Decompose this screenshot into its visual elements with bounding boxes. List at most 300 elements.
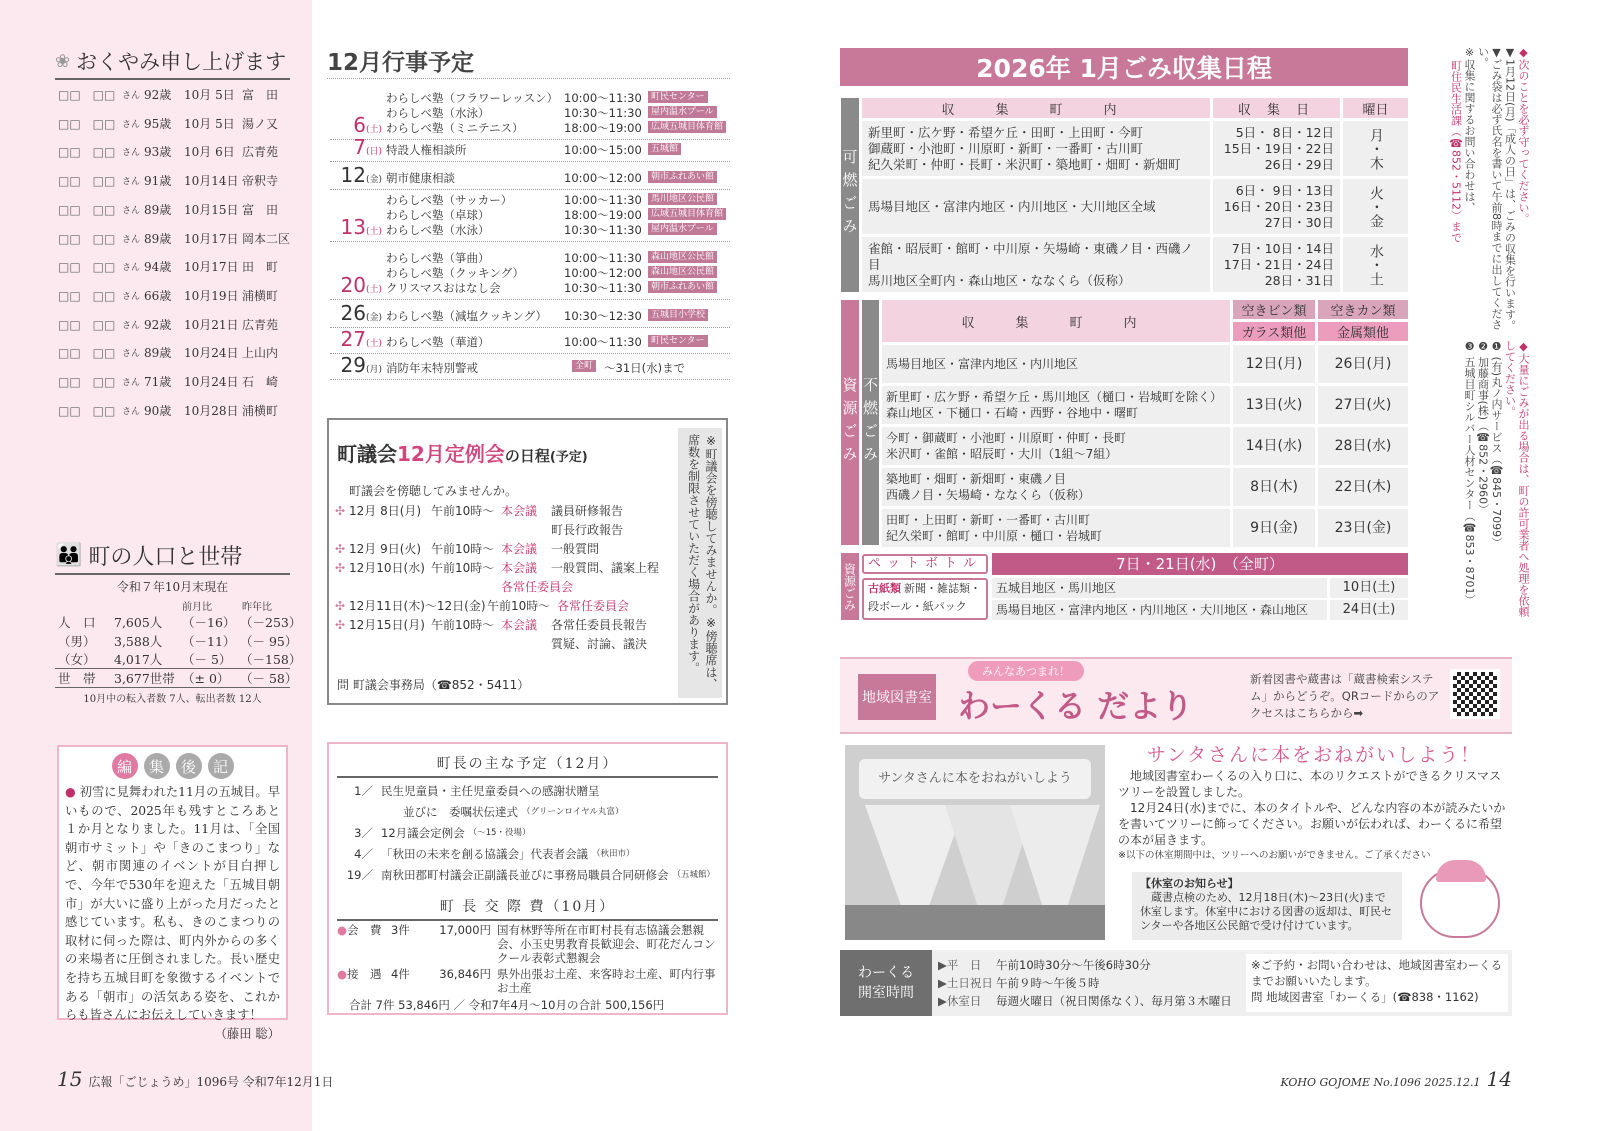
deceased-name: □□ □□: [58, 375, 116, 389]
garbage-contractor: ❷ 加藤商事(株)（☎852・2960）: [1476, 340, 1490, 516]
age: 94歳: [144, 260, 172, 275]
honorific: さん: [122, 291, 141, 302]
honorific: さん: [122, 148, 141, 159]
editor-title-char: 後: [176, 753, 202, 779]
event-day-row: [330, 162, 730, 190]
venue-tag: 森山地区公民館: [648, 251, 717, 263]
bin-day: 12日(月): [1233, 345, 1315, 383]
council-title: [337, 438, 588, 467]
session-date: 12月15日(月): [349, 618, 425, 632]
obituary-row: [58, 287, 293, 304]
hours-value: 午前10時30分～午後6時30分: [996, 958, 1151, 972]
event-day-number: 7: [353, 135, 366, 159]
event-weekday: (土): [365, 125, 382, 135]
event-day-number: 29: [340, 353, 366, 377]
burnable-area: 馬場目地区・富津内地区・内川地区・大川地区全域: [862, 179, 1210, 234]
population-yoy: （－ 58）: [240, 670, 298, 686]
event-name: 朝市健康相談: [386, 171, 455, 185]
header-can: 空きカン類: [1318, 300, 1408, 319]
hours-row: [938, 992, 1243, 1010]
garbage-contractor: ❸ 五城目町シルバー人材センター（☎853・8701）: [1463, 340, 1476, 606]
bin-day: 9日(金): [1233, 509, 1315, 547]
library-contact: [1246, 954, 1508, 1012]
event-item: [386, 250, 717, 266]
contact-note: ※ご予約・お問い合わせは、地域図書室わーくるまでお願いいたします。: [1251, 958, 1503, 988]
event-name: わらしべ塾（水泳）: [386, 106, 490, 120]
schedule-text: 南秋田郡町村議会正副議長並びに事務局職員合同研修会: [381, 868, 669, 882]
population-label: （男）: [58, 633, 96, 649]
schedule-day: 3／: [354, 826, 373, 840]
paper-label: 古紙類: [868, 582, 901, 595]
can-day: 26日(月): [1318, 345, 1408, 383]
population-col-yoy: 昨年比: [242, 602, 272, 613]
resource-label: 資源ごみ: [841, 553, 859, 620]
venue-tag: 町民センター: [648, 91, 708, 103]
obituary-row: [58, 316, 293, 333]
library-article-title: サンタさんに本をおねがいしよう！: [1146, 744, 1482, 766]
date: 10月24日: [184, 346, 239, 361]
footer-right-text: KOHO GOJOME No.1096 2025.12.1: [1280, 1076, 1481, 1089]
footer-left: [57, 1067, 333, 1091]
event-day-row: [330, 328, 730, 354]
burnable-days: 5日・ 8日・12日 15日・19日・22日 26日・29日: [1213, 121, 1340, 176]
burnable-label: 可燃ごみ: [841, 98, 859, 292]
library-title: わーくる だより: [958, 687, 1194, 725]
council-session: [335, 597, 673, 616]
date: 10月21日: [184, 317, 239, 332]
age: 66歳: [144, 288, 172, 303]
event-name: クリスマスおはなし会: [386, 281, 501, 295]
date: 10月 5日: [184, 88, 235, 102]
garbage-note: ◆次のことを必ず守ってください。: [1517, 46, 1530, 224]
event-name: わらしべ塾（卓球）: [386, 208, 490, 222]
library-paragraph-1: 地域図書室わーくるの入り口に、本のリクエストができるクリスマスツリーを設置しました。: [1118, 769, 1502, 799]
bullet-icon: ✣: [335, 542, 346, 556]
hours-value: 毎週火曜日（祝日関係なく）、毎月第３木曜日: [996, 994, 1232, 1008]
nonburnable-area: 田町・上田町・新町・一番町・古川町 紀久栄町・館町・中川原・樋口・岩城町: [882, 509, 1230, 547]
obituary-row: [58, 258, 293, 275]
event-day-number: 26: [340, 301, 366, 325]
can-day: 23日(金): [1318, 509, 1408, 547]
event-day: [330, 353, 382, 377]
population-row: [58, 669, 298, 687]
agenda-item: 一般質問、議案上程: [551, 561, 660, 575]
event-day-row: [330, 300, 730, 328]
event-time: 10:00～11:30: [564, 335, 642, 349]
date: 10月15日: [184, 202, 239, 217]
hours-key: ▶土日祝日: [938, 976, 993, 990]
age: 91歳: [144, 174, 172, 189]
obituary-row: [58, 86, 293, 103]
population-mom: （－11）: [182, 633, 236, 649]
editor-mark-icon: ●: [65, 785, 76, 799]
paper-area: 馬場目地区・富津内地区・内川地区・大川地区・森山地区: [992, 600, 1327, 620]
obituary-row: [58, 143, 293, 160]
burnable-area: 雀館・昭辰町・館町・中川原・矢場崎・東磯ノ目・西磯ノ目 馬川地区全町内・森山地区・ななくら（仮称）: [862, 237, 1210, 292]
schedule-text: 12月議会定例会: [381, 826, 465, 840]
nonburnable-area: 新里町・広ケ野・希望ケ丘・馬川地区（樋口・岩城町を除く） 森山地区・下樋口・石崎・西野・谷地中・曙町: [882, 386, 1230, 424]
editor-body: [59, 779, 286, 1041]
family-icon: 👪: [55, 543, 83, 568]
place: 田 町: [242, 260, 279, 275]
event-day-row: [330, 82, 730, 140]
session-type: 本会議: [501, 504, 538, 518]
venue-tag: 朝市ふれあい館: [648, 281, 717, 293]
venue-tag: 朝市ふれあい館: [648, 171, 717, 183]
honorific: さん: [122, 263, 141, 274]
event-name: 特設人権相談所: [386, 143, 467, 157]
qr-code[interactable]: [1450, 669, 1500, 719]
age: 71歳: [144, 375, 172, 389]
date: 10月 6日: [184, 145, 235, 160]
burnable-dow: 月・木: [1343, 121, 1408, 176]
library-small-note: ※以下の休室期間中は、ツリーへのお願いができません。ご了承ください: [1118, 850, 1431, 861]
venue-tag: 広域五城目体育館: [648, 208, 726, 220]
mayor-schedule-item: [337, 823, 718, 844]
council-contact: 問 町議会事務局（☎852・5411）: [337, 678, 530, 692]
garbage-notes: [1414, 46, 1530, 331]
honorific: さん: [122, 177, 141, 188]
agenda-item: 一般質問: [551, 542, 600, 556]
event-name: わらしべ塾（水泳）: [386, 223, 490, 237]
paper-area: 五城目地区・馬川地区: [992, 578, 1327, 598]
library-intro: 新着図書や蔵書は「蔵書検索システム」からどうぞ。QRコードからのアクセスはこちらから➡: [1250, 672, 1440, 720]
header-glass: ガラス類他: [1233, 322, 1315, 341]
editor-title-char: 集: [144, 753, 170, 779]
mayor-box: [327, 742, 728, 1015]
obituary-row: [58, 402, 293, 419]
event-day-row: [330, 242, 730, 300]
expense-amount: 36,846円: [439, 967, 492, 981]
event-item: [386, 142, 681, 158]
council-title-d: (予定): [549, 450, 588, 465]
library-banner: [840, 657, 1512, 734]
mayor-schedule-item: [337, 802, 718, 823]
population-mom: （－ 5）: [182, 652, 232, 667]
hours-key: ▶休室日: [938, 994, 982, 1008]
schedule-place: （五城館）: [672, 870, 716, 880]
mayor-expense-title: 町 長 交 際 費（10月）: [337, 896, 718, 921]
schedule-place: （～15・役場）: [468, 828, 531, 838]
hours-row: [938, 956, 1243, 974]
council-side-note: ※町議会を傍聴してみませんか。※傍聴席は、席数を制限させていただく場合があります。: [678, 428, 722, 698]
date: 10月14日: [184, 174, 239, 189]
council-title-a: 町議会: [337, 442, 397, 466]
bin-day: 13日(火): [1233, 386, 1315, 424]
venue-tag: 五城目小学校: [648, 309, 708, 321]
header-area: 収 集 町 内: [882, 300, 1230, 342]
deceased-name: □□ □□: [58, 116, 116, 131]
place: 浦横町: [242, 403, 279, 418]
mayor-schedule: [337, 781, 718, 886]
library-badge: 地域図書室: [858, 674, 936, 720]
venue-tag: 全町: [572, 360, 596, 372]
mayor-schedule-item: [337, 865, 718, 886]
event-time: 10:00～11:30: [564, 193, 642, 207]
editor-title-char: 編: [112, 753, 138, 779]
bullet-icon: ✣: [335, 504, 346, 518]
event-day: [330, 113, 382, 137]
population-mom: （± 0）: [182, 670, 230, 686]
population-label: 人 口: [58, 615, 96, 630]
population-label: 世 帯: [58, 670, 96, 686]
deceased-name: □□ □□: [58, 88, 116, 102]
event-time: 10:00～11:30: [564, 251, 642, 265]
session-date: 12月 8日(月): [349, 504, 422, 518]
age: 90歳: [144, 403, 172, 418]
session-date: 12月11日(木)～12日(金): [349, 599, 486, 613]
date: 10月24日: [184, 375, 239, 389]
event-time: 10:00～15:00: [564, 143, 642, 157]
population-value: 4,017人: [114, 652, 163, 667]
garbage-note: ▼ごみ袋は必ず氏名を書いて午前8時までに出してください。: [1476, 46, 1503, 330]
session-date: 12月10日(水): [349, 561, 425, 575]
session-time: 午前10時～: [431, 542, 495, 556]
mayor-expense-total: 合計 7件 53,846円 ／ 令和7年4月～10月の合計 500,156円: [349, 998, 665, 1012]
deceased-name: □□ □□: [58, 403, 116, 418]
event-weekday: (金): [365, 313, 382, 323]
age: 93歳: [144, 145, 172, 160]
events-title: 12月行事予定: [327, 50, 475, 76]
obituary-row: [58, 230, 293, 247]
population-yoy: （－158）: [240, 652, 302, 667]
event-weekday: (土): [365, 339, 382, 349]
event-day: [330, 215, 382, 239]
venue-tag: 広域五城目体育館: [648, 121, 726, 133]
event-weekday: (日): [365, 147, 382, 157]
deceased-name: □□ □□: [58, 174, 116, 189]
photo-floor: [845, 905, 1105, 940]
expense-count: 3件: [391, 923, 410, 937]
schedule-text: 並びに 委嘱状伝達式: [403, 805, 518, 819]
council-intro: 町議会を傍聴してみませんか。: [349, 484, 518, 498]
header-dow: 曜日: [1343, 98, 1408, 118]
agenda-item: 各常任委員長報告: [551, 618, 648, 632]
age: 92歳: [144, 88, 172, 102]
can-day: 28日(水): [1318, 427, 1408, 465]
population-value: 7,605人: [114, 615, 163, 630]
garbage-title: 2026年 1月ごみ収集日程: [840, 48, 1408, 86]
place: 湯ノ又: [242, 116, 279, 131]
event-day-row: [330, 354, 730, 380]
place: 富 田: [242, 88, 279, 102]
event-day: [330, 301, 382, 325]
hours-row: [938, 974, 1243, 992]
honorific: さん: [122, 406, 141, 417]
contact-line: 問 地域図書室「わーくる」(☎838・1162): [1251, 990, 1479, 1004]
mayor-expense-row: [337, 923, 718, 965]
venue-tag: 屋内温水プール: [648, 223, 717, 235]
bullet-icon: ●: [337, 923, 348, 937]
age: 89歳: [144, 346, 172, 361]
event-day: [330, 273, 382, 297]
event-name: 消防年末特別警戒: [386, 361, 478, 375]
burnable-days: 7日・10日・14日 17日・21日・24日 28日・31日: [1213, 237, 1340, 292]
header-area: 収 集 町 内: [862, 98, 1210, 118]
hours-list: [938, 956, 1243, 1010]
paper-label-box: [862, 578, 988, 620]
council-session: [335, 502, 673, 540]
footer-text: 広報「ごじょうめ」1096号 令和7年12月1日: [88, 1075, 334, 1089]
agenda-item: 町長行政報告: [551, 523, 624, 537]
nonburnable-area: 馬場目地区・富津内地区・内川地区: [882, 345, 1230, 383]
hours-value: 午前９時～午後５時: [996, 976, 1100, 990]
pet-bottle-days: 7日・21日(水) （全町）: [992, 553, 1408, 575]
event-name: わらしべ塾（フラワーレッスン）: [386, 91, 559, 105]
session-type: 本会議: [501, 561, 538, 575]
obituary-header: [55, 46, 290, 80]
session-agenda: [551, 540, 599, 559]
hours-key: ▶平 日: [938, 958, 982, 972]
event-name: わらしべ塾（華道）: [386, 335, 490, 349]
event-item: [386, 360, 685, 376]
bin-day: 8日(木): [1233, 468, 1315, 506]
expense-detail: 国有林野等所在市町村長有志協議会懇親会、小玉史男教育長歓迎会、町花だんコンクール表彰式懇親会: [497, 923, 716, 965]
lotus-icon: ❀: [55, 50, 71, 72]
council-title-c: の日程: [504, 447, 550, 465]
honorific: さん: [122, 91, 141, 101]
population-header: [55, 540, 290, 575]
deceased-name: □□ □□: [58, 260, 116, 275]
event-item: [386, 207, 726, 223]
burnable-area: 新里町・広ケ野・希望ケ丘・田町・上田町・今町 御蔵町・小池町・川原町・新町・一番町・古川町 紀久栄町・仲町・長町・米沢町・築地町・畑町・新畑町: [862, 121, 1210, 176]
nonburnable-area: 今町・御蔵町・小池町・川原町・仲町・長町 米沢町・雀館・昭辰町・大川（1組～7組）: [882, 427, 1230, 465]
expense-count: 4件: [391, 967, 410, 981]
obituary-row: [58, 201, 293, 218]
deceased-name: □□ □□: [58, 317, 116, 332]
event-day-number: 13: [340, 215, 366, 239]
paper-description: 新聞・雑誌類・段ボール・紙パック: [868, 582, 981, 613]
event-name: わらしべ塾（サッカー）: [386, 193, 513, 207]
place: 富 田: [242, 202, 279, 217]
page-number-right: 14: [1486, 1067, 1512, 1091]
resource-label: 資源ごみ: [841, 300, 859, 545]
event-time: 18:00～19:00: [564, 121, 642, 135]
place: 広青苑: [242, 145, 279, 160]
date: 10月17日: [184, 231, 239, 246]
page-number: 15: [57, 1067, 83, 1091]
event-time: 10:30～11:30: [564, 281, 642, 295]
honorific: さん: [122, 119, 141, 130]
event-item: [386, 334, 708, 350]
venue-tag: 馬川地区公民館: [648, 193, 717, 205]
place: 浦横町: [242, 288, 279, 303]
paper-day: 24日(土): [1330, 600, 1408, 620]
event-item: [386, 170, 717, 186]
session-type: 本会議: [501, 618, 538, 632]
honorific: さん: [122, 378, 141, 388]
event-item: [386, 120, 726, 136]
schedule-day: 19／: [346, 868, 373, 882]
event-weekday: (土): [365, 285, 382, 295]
christmas-tree-photo: [845, 745, 1105, 940]
population-value: 3,588人: [114, 633, 163, 649]
session-type: 各常任委員会: [557, 599, 630, 613]
event-time: 10:00～12:00: [564, 171, 642, 185]
date: 10月17日: [184, 260, 239, 275]
event-time: 10:30～11:30: [564, 223, 642, 237]
honorific: さん: [122, 205, 141, 216]
event-time: ～31日(水)まで: [604, 361, 686, 375]
can-day: 22日(木): [1318, 468, 1408, 506]
obituary-row: [58, 373, 293, 390]
nonburnable-area: 築地町・畑町・新畑町・東磯ノ目 西磯ノ目・矢場崎・ななくら（仮称）: [882, 468, 1230, 506]
expense-amount: 17,000円: [439, 923, 492, 937]
event-item: [386, 308, 708, 324]
bullet-icon: ●: [337, 967, 348, 981]
session-type: 本会議: [501, 542, 538, 556]
schedule-place: （グリーンロイヤル丸富）: [522, 807, 624, 817]
session-agenda: [551, 616, 647, 654]
mayor-schedule-title: 町長の主な予定（12月）: [337, 753, 718, 778]
hours-label: わーくる 開室時間: [840, 950, 932, 1016]
closure-text: 蔵書点検のため、12月18日(木)～23日(火)まで休室します。休室中における図書の返却は、町民センターや各地区公民館で受け付けています。: [1140, 891, 1393, 932]
event-time: 10:00～11:30: [564, 91, 642, 105]
obituary-row: [58, 172, 293, 189]
event-item: [386, 105, 717, 121]
place: 上山内: [242, 346, 279, 361]
age: 92歳: [144, 317, 172, 332]
council-title-b: 12月定例会: [397, 442, 505, 466]
population-label: （女）: [58, 652, 96, 667]
editor-text: 初雪に見舞われた11月の五城目。早いもので、2025年も残すところあと１か月となりました。11月は、「全国朝市サミット」や「きのこまつり」など、朝市関連のイベントが目白押しで、今年で530年を迎えた「五城目朝市」が大いに盛り上がった月だったと感じています。私も、きのこまつりの取材に伺った際は、町内外からの多くの来場者に圧倒されました。長い歴史を持ち五城目町を象徴するイベントである「朝市」の活気ある姿を、これからも皆さんにお伝えしていきます！: [65, 785, 280, 1023]
session-time: 午前10時～: [431, 618, 495, 632]
session-extra: 各常任委員会: [501, 580, 574, 594]
event-name: わらしべ塾（クッキング）: [386, 266, 524, 280]
schedule-text: 民生児童員・主任児童委員への感謝状贈呈: [381, 784, 600, 798]
population-title: 町の人口と世帯: [88, 545, 243, 570]
event-weekday: (金): [365, 175, 382, 185]
nonburnable-label: 不燃ごみ: [862, 300, 879, 545]
garbage-contractor: ❶ (有)丸ノ内サービス（☎845・7099）: [1490, 340, 1503, 549]
population-note: 10月中の転入者数 7人、転出者数 12人: [83, 694, 262, 705]
deceased-name: □□ □□: [58, 346, 116, 361]
event-day: [330, 163, 382, 187]
session-agenda: [551, 559, 659, 578]
event-weekday: (土): [365, 227, 382, 237]
event-day: [330, 135, 382, 159]
obituary-row: [58, 344, 293, 361]
deceased-name: □□ □□: [58, 145, 116, 160]
session-time: 午前10時～: [431, 561, 495, 575]
council-box: [327, 418, 728, 705]
event-day-number: 20: [340, 273, 366, 297]
council-session: [335, 616, 673, 654]
session-time: 午前10時～: [487, 599, 551, 613]
population-col-mom: 前月比: [182, 602, 212, 613]
expense-label: 接 遇: [347, 967, 382, 981]
library-article: [1118, 742, 1510, 862]
population-row: [58, 632, 298, 650]
date: 10月 5日: [184, 116, 235, 131]
editor-title-char: 記: [208, 753, 234, 779]
footer-right: [1280, 1067, 1512, 1091]
date: 10月19日: [184, 288, 239, 303]
library-hours: [840, 950, 1512, 1016]
garbage-contractors: [1414, 340, 1530, 618]
event-item: [386, 222, 717, 238]
age: 89歳: [144, 231, 172, 246]
garbage-note: ※収集に関するお問い合わせは、: [1463, 46, 1476, 213]
garbage-contractor: ◆大量にごみが出る場合は、町の許可業者へ処理を依頼してください。: [1503, 340, 1530, 617]
venue-tag: 町民センター: [648, 335, 708, 347]
schedule-day: 4／: [354, 847, 373, 861]
paper-day: 10日(土): [1330, 578, 1408, 598]
expense-label: 会 費: [347, 923, 382, 937]
schedule-day: 1／: [354, 784, 373, 798]
venue-tag: 森山地区公民館: [648, 266, 717, 278]
event-item: [386, 90, 708, 106]
